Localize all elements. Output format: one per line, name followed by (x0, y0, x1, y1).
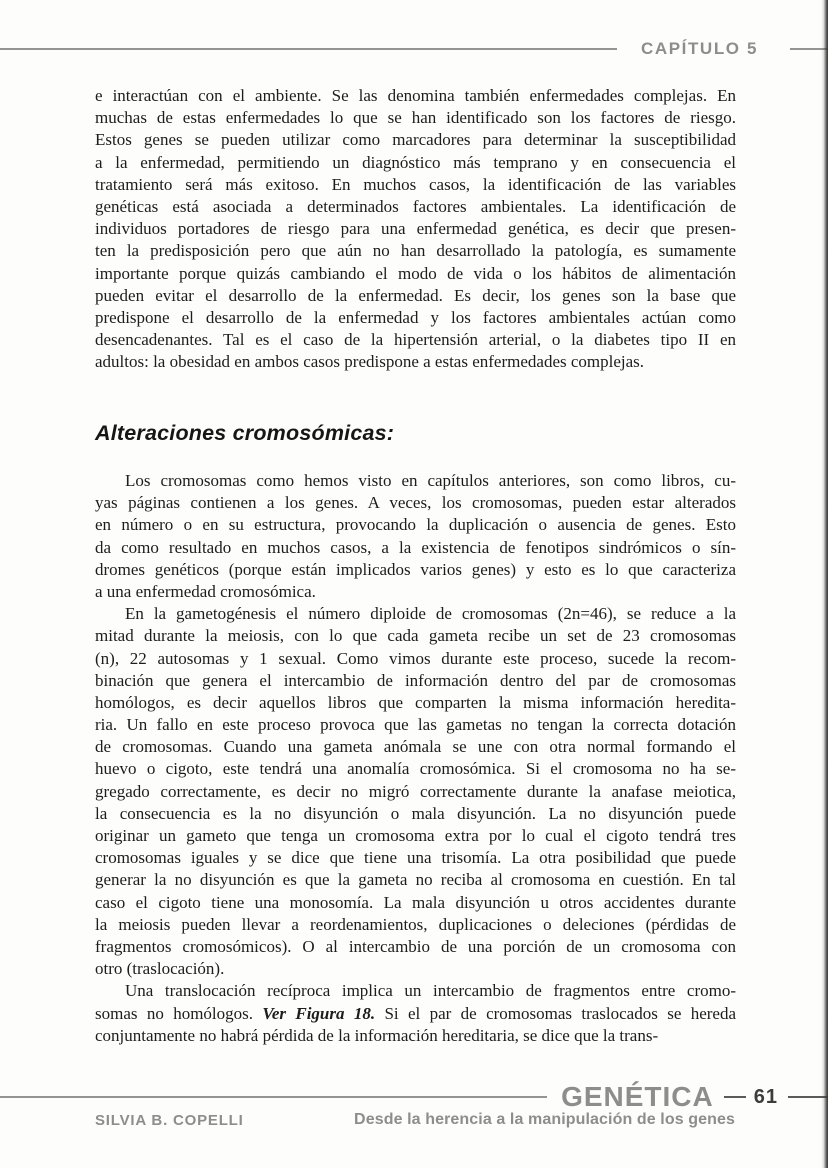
text-line: fragmentos cromosómicos). O al intercambio de una porción de un cromosoma con (95, 936, 736, 956)
text-line: da como resultado en muchos casos, a la existencia de fenotipos sindrómicos o sín- (95, 537, 736, 557)
chapter-header (0, 40, 828, 58)
text-line: ria. Un fallo en este proceso provoca que las gametas no tengan la correcta dotación (95, 715, 736, 735)
text-line: originar un gameto que tenga un cromosoma extra por lo cual el cigoto tendrá tres (95, 826, 736, 845)
text-line: cromosomas iguales y se dice que tiene una trisomía. La otra posibilidad que puede (95, 848, 736, 868)
text-line: dromes genéticos (porque están implicados varios genes) y esto es lo que caracteriza (95, 559, 736, 579)
text-line: binación que genera el intercambio de información dentro del par de cromosomas (95, 670, 736, 690)
text-line: caso el cigoto tiene una monosomía. La mala disyunción u otros accidentes durante (95, 892, 736, 912)
figure-reference: Ver Figura 18. (262, 1003, 376, 1023)
text-line: Una translocación recíproca implica un intercambio de fragmentos entre cromo- (125, 981, 736, 1001)
footer-title-row (0, 1082, 828, 1112)
text-line: gregado correctamente, es decir no migró correctamente durante la anafase meiotica, (95, 781, 736, 801)
body-text-block-bottom (95, 470, 736, 1047)
text-line: conjuntamente no habrá pérdida de la información hereditaria, se dice que la trans- (95, 1025, 659, 1045)
text-line: genéticas está asociada a determinados factores ambientales. La identificación de (95, 196, 736, 216)
text-segment: somas no homólogos. (95, 1003, 263, 1023)
text-line: importante porque quizás cambiando el modo de vida o los hábitos de alimentación (95, 263, 736, 283)
text-line: desencadenantes. Tal es el caso de la hipertensión arterial, o la diabetes tipo II en (95, 330, 736, 350)
text-line: homólogos, es decir aquellos libros que comparten la misma información heredita- (95, 692, 736, 712)
text-line: huevo o cigoto, este tendrá una anomalía cromosómica. Si el cromosoma no ha se- (95, 759, 736, 779)
text-line: predispone el desarrollo de la enfermedad y los factores ambientales actúan como (95, 307, 736, 327)
footer-dash-left (724, 1096, 746, 1098)
text-line: de cromosomas. Cuando una gameta anómala se une con otra normal formando el (95, 737, 736, 757)
text-line: Estos genes se pueden utilizar como marcadores para determinar la susceptibilidad (95, 130, 736, 150)
text-line: e interactúan con el ambiente. Se las denomina también enfermedades complejas. En (95, 86, 736, 105)
text-line: ten la predisposición pero que aún no han desarrollado la patología, es sumamente (95, 241, 736, 261)
text-line: otro (traslocación). (95, 959, 225, 979)
text-segment: Si el par de cromosomas traslocados se hereda (375, 1003, 737, 1023)
footer-rule-left (0, 1096, 547, 1098)
text-line: tratamiento será más exitoso. En muchos casos, la identificación de las variables (95, 174, 736, 194)
text-line: pueden evitar el desarrollo de la enfermedad. Es decir, los genes son la base que (95, 285, 736, 305)
text-line: yas páginas contienen a los genes. A veces, los cromosomas, pueden estar alterados (95, 493, 736, 513)
header-rule-left (0, 48, 617, 50)
footer-author: SILVIA B. COPELLI (95, 1112, 244, 1129)
text-line: (n), 22 autosomas y 1 sexual. Como vimos durante este proceso, sucede la recom- (95, 648, 736, 668)
book-title: GENÉTICA (561, 1081, 714, 1112)
text-line: en número o en su estructura, provocando la duplicación o ausencia de genes. Esto (95, 515, 736, 535)
text-line: generar la no disyunción es que la gameta no reciba al cromosoma en cuestión. En tal (95, 870, 736, 890)
section-heading: Alteraciones cromosómicas: (95, 421, 395, 445)
footer-subtitle: Desde la herencia a la manipulación de los genes (354, 1111, 735, 1128)
text-line: la consecuencia es la no disyunción o mala disyunción. La no disyunción puede (95, 803, 736, 823)
text-line: la meiosis pueden llevar a reordenamientos, duplicaciones o deleciones (pérdidas de (95, 914, 736, 934)
text-line: muchas de estas enfermedades lo que se han identificado son los factores de riesgo. (95, 108, 736, 128)
text-line: a una enfermedad cromosómica. (95, 581, 316, 601)
text-line (95, 1003, 736, 1025)
body-text-block-top (95, 85, 736, 373)
text-line: adultos: la obesidad en ambos casos predispone a estas enfermedades complejas. (95, 352, 645, 372)
chapter-label: CAPÍTULO 5 (640, 39, 758, 58)
page-scan-edge (821, 0, 828, 1168)
text-line: mitad durante la meiosis, con lo que cada gameta recibe un set de 23 cromosomas (95, 626, 736, 646)
page-number: 61 (753, 1085, 778, 1108)
text-line: En la gametogénesis el número diploide de cromosomas (2n=46), se reduce a la (125, 604, 736, 624)
text-line: a la enfermedad, permitiendo un diagnóstico más temprano y en consecuencia el (95, 152, 736, 172)
text-line: individuos portadores de riesgo para una enfermedad genética, es decir que presen- (95, 219, 736, 239)
text-line: Los cromosomas como hemos visto en capítulos anteriores, son como libros, cu- (125, 471, 736, 490)
